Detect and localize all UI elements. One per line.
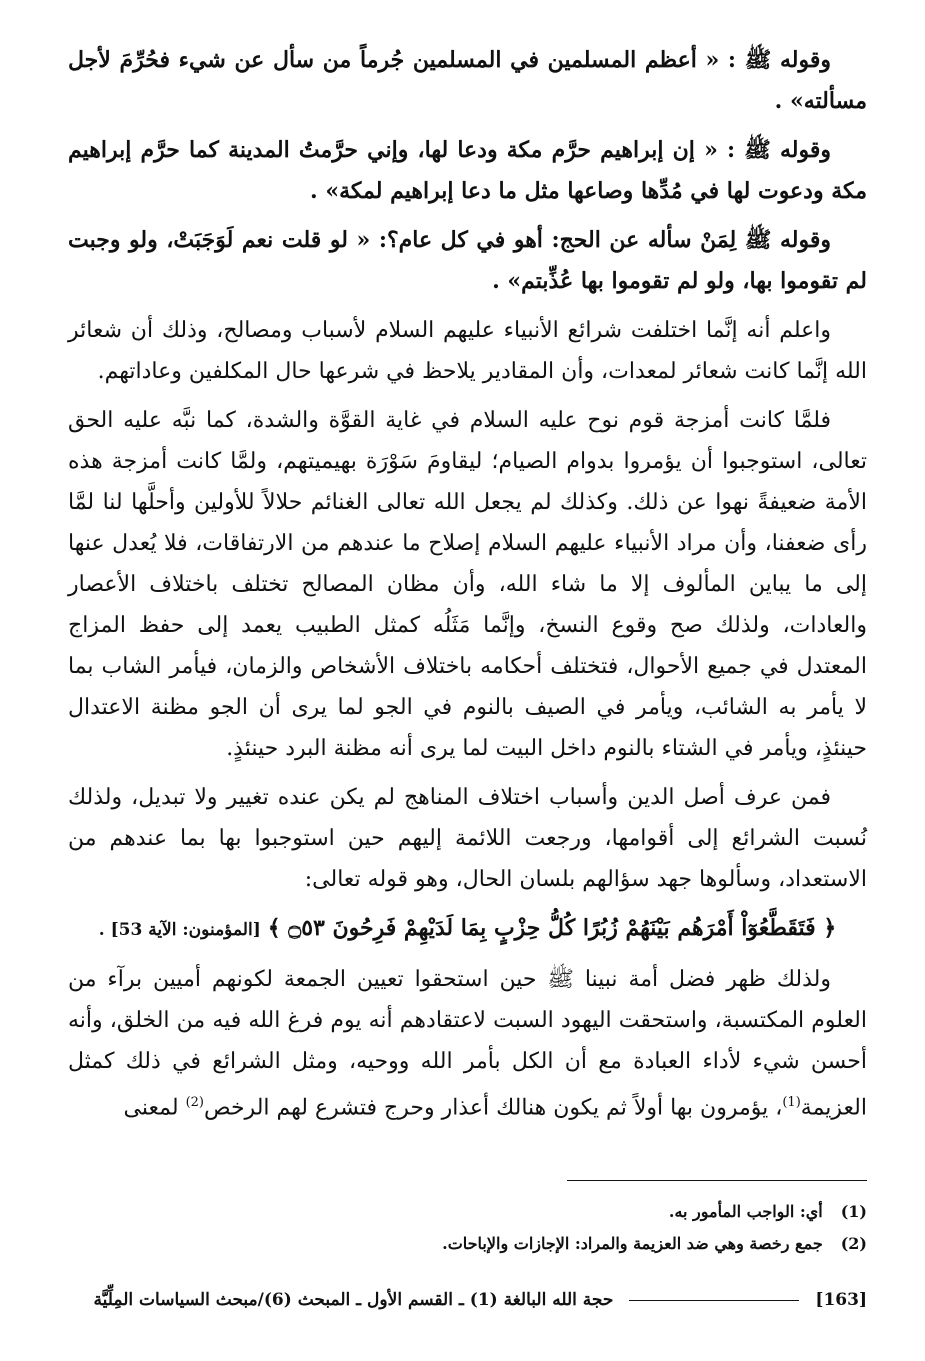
footnote-number: (2)	[840, 1234, 867, 1253]
paragraph-friday-part-a: ولذلك ظهر فضل أمة نبينا ﷺ حين استحقوا تعيين الجمعة لكونهم أميين برآء من العلوم المكتسبة، واستحقت اليهود السبت لاعتقادهم أنه يوم فرغ الله فيه من الخلق، وأنه أحسن شيء لأداء العبادة مع أن الكل بأمر الله ووحيه، ومثل الشرائع في ذلك كمثل العزيمة	[68, 967, 867, 1121]
paragraph-friday	[68, 959, 867, 1128]
page-footer	[68, 1290, 867, 1310]
paragraph-hadith-2: وقوله ﷺ : « إن إبراهيم حرَّم مكة ودعا لها، وإني حرَّمتُ المدينة كما حرَّم إبراهيم مكة ودعوت لها في مُدِّها وصاعها مثل ما دعا إبراهيم لمكة» .	[68, 137, 867, 204]
footnote-marker-2[interactable]: (2)	[185, 1095, 204, 1110]
quran-reference: [المؤمنون: الآية 53] .	[98, 920, 261, 940]
footnote-2	[68, 1228, 867, 1260]
running-title: حجة الله البالغة (1) ـ القسم الأول ـ المبحث (6)/مبحث السياسات المِلِّيَّة	[93, 1290, 614, 1310]
footnote-text: أي: الواجب المأمور به.	[668, 1202, 823, 1221]
paragraph-friday-part-c: لمعنى	[123, 1095, 186, 1121]
footnote-marker-1[interactable]: (1)	[782, 1095, 801, 1110]
paragraph-hadith-3: وقوله ﷺ لِمَنْ سأله عن الحج: أهو في كل عام؟: « لو قلت نعم لَوَجَبَتْ، ولو وجبت لم تقوموا بها، ولو لم تقوموا بها عُذِّبتم» .	[68, 227, 867, 294]
paragraph-origin-of-religion: فمن عرف أصل الدين وأسباب اختلاف المناهج لم يكن عنده تغيير ولا تبديل، ولذلك نُسبت الشرائع إلى أقوامها، ورجعت اللائمة إليهم حين استوجبوا بها بما عندهم من الاستعداد، وسألوها جهد سؤالهم بلسان الحال، وهو قوله تعالى:	[68, 785, 867, 892]
page-number: [163]	[815, 1290, 867, 1310]
footnote-1	[68, 1196, 867, 1228]
footer-divider	[629, 1300, 799, 1301]
paragraph-laws-reasons: واعلم أنه إنَّما اختلفت شرائع الأنبياء عليهم السلام لأسباب ومصالح، وذلك أن شعائر الله إنَّما كانت شعائر لمعدات، وأن المقادير يلاحظ في شرعها حال المكلفين وعاداتهم.	[68, 318, 867, 384]
paragraph-friday-part-b: ، يؤمرون بها أولاً ثم يكون هنالك أعذار وحرج فتشرع لهم الرخص	[204, 1095, 783, 1121]
footnote-text: جمع رخصة وهي ضد العزيمة والمراد: الإجازات والإباحات.	[442, 1234, 823, 1253]
footnote-divider	[567, 1180, 867, 1181]
footnote-number: (1)	[840, 1202, 867, 1221]
quran-verse-line	[68, 908, 867, 951]
paragraph-noah-people: فلمَّا كانت أمزجة قوم نوح عليه السلام في غاية القوَّة والشدة، كما نبَّه عليه الحق تعالى، استوجبوا أن يؤمروا بدوام الصيام؛ ليقاومَ سَوْرَة بهيميتهم، ولمَّا كانت أمزجة هذه الأمة ضعيفةً نهوا عن ذلك. وكذلك لم يجعل الله تعالى الغنائم حلالاً للأولين وأحلَّها لنا لمَّا رأى ضعفنا، وأن مراد الأنبياء عليهم السلام إصلاح ما عندهم من الارتفاقات، فلا يُعدل عنها إلى ما يباين المألوف إلا ما شاء الله، وأن مظان المصالح تختلف باختلاف الأعصار والعادات، ولذلك صح وقوع النسخ، وإنَّما مَثَلُه كمثل الطبيب يعمد إلى حفظ المزاج المعتدل في جميع الأحوال، فتختلف أحكامه باختلاف الأشخاص والزمان، فيأمر الشاب بما لا يأمر به الشائب، ويأمر في الصيف بالنوم في الجو لما يرى أن الجو مظنة الاعتدال حينئذٍ، ويأمر في الشتاء بالنوم داخل البيت لما يرى أنه مظنة البرد حينئذٍ.	[68, 408, 867, 761]
paragraph-hadith-1: وقوله ﷺ : « أعظم المسلمين في المسلمين جُرماً من سأل عن شيء فحُرِّمَ لأجل مسألته» .	[68, 47, 867, 114]
footnotes	[68, 1196, 867, 1260]
quran-verse: ﴿ فَتَقَطَّعُوٓاْ أَمْرَهُم بَيْنَهُمْ زُبُرًا كُلُّ حِزْبٍ بِمَا لَدَيْهِمْ فَرِحُونَ ۝٥٣ ﴾	[267, 915, 837, 941]
